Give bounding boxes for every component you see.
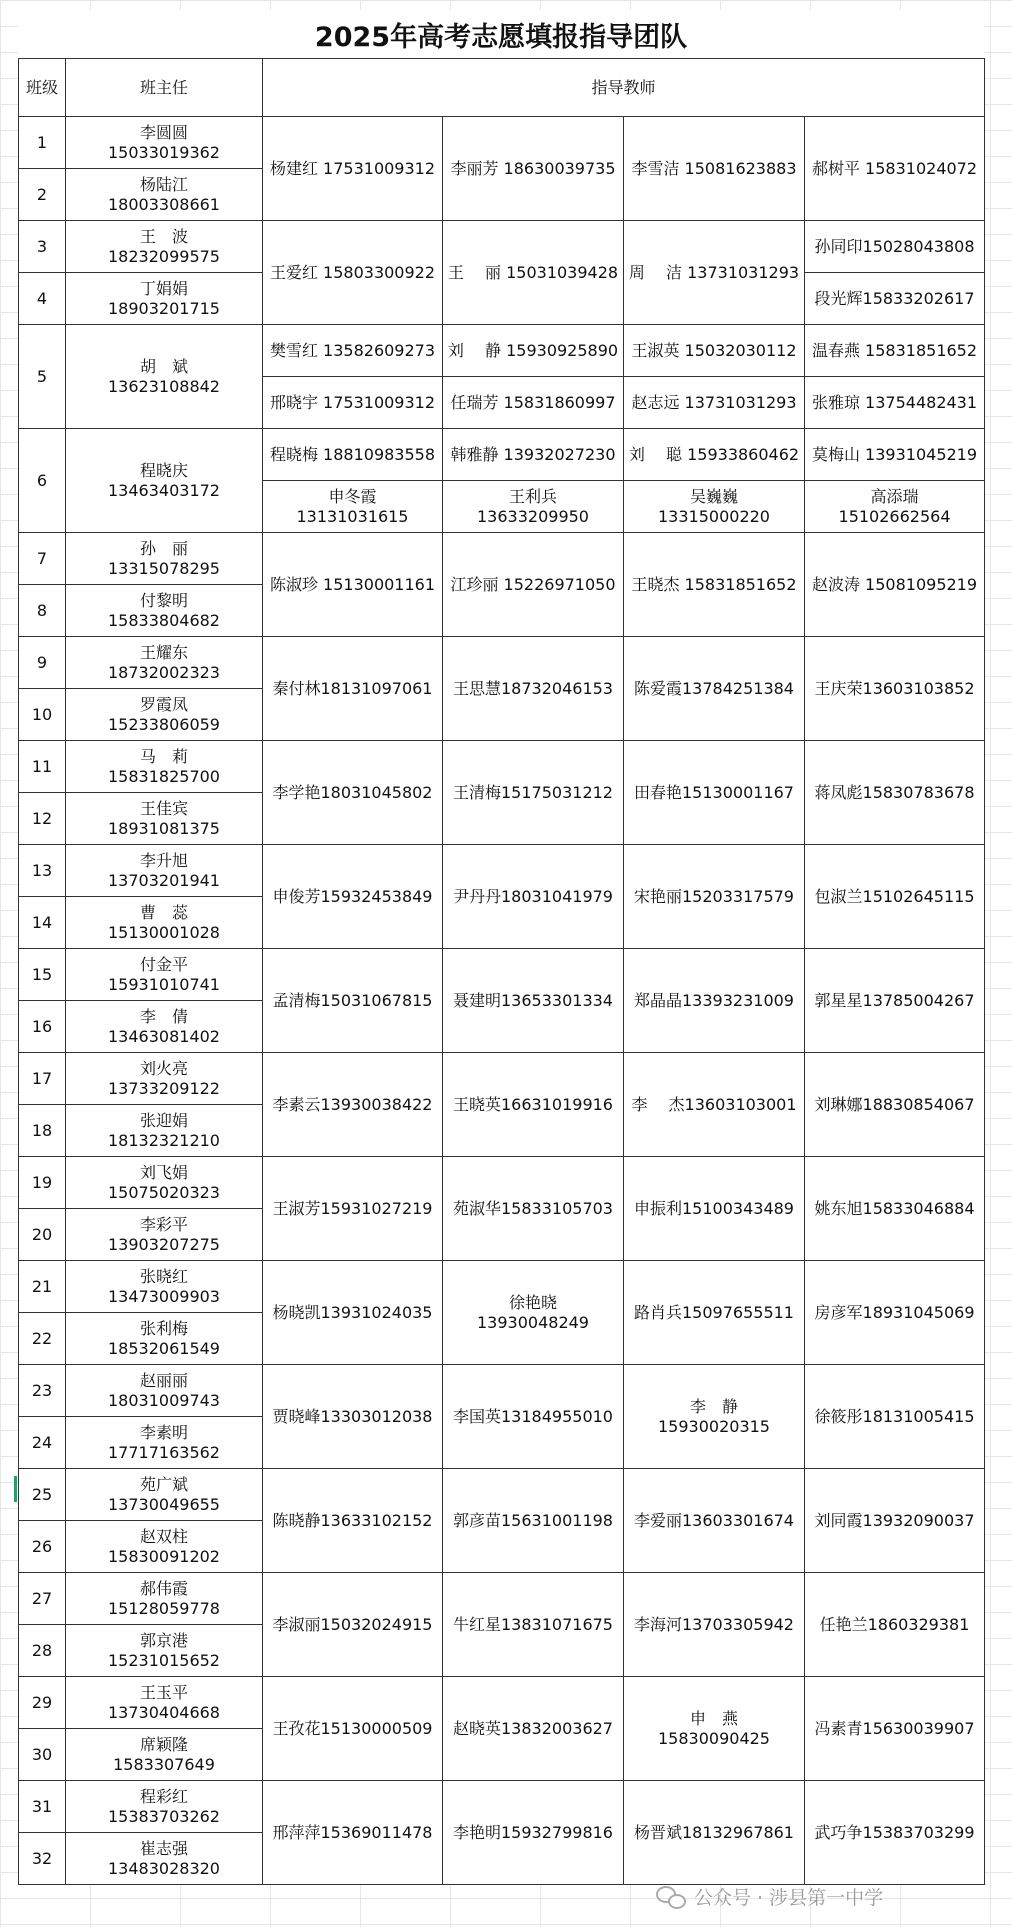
head-teacher-name: 郝伟霞 xyxy=(139,1578,188,1598)
class-number: 10 xyxy=(19,689,66,741)
class-number: 32 xyxy=(19,1833,66,1885)
class-number: 28 xyxy=(19,1625,66,1677)
head-teacher xyxy=(66,1313,263,1365)
head-teacher xyxy=(66,689,263,741)
head-teacher-name: 孙 丽 xyxy=(139,538,188,558)
guide-teacher: 杨晓凯13931024035 xyxy=(263,1261,443,1365)
guide-teacher: 樊雪红 13582609273 xyxy=(263,325,443,377)
class-number: 22 xyxy=(19,1313,66,1365)
guide-teacher: 宋艳丽15203317579 xyxy=(624,845,805,949)
guide-teacher: 杨晋斌18132967861 xyxy=(624,1781,805,1885)
guide-teacher: 郭彦苗15631001198 xyxy=(443,1469,624,1573)
class-number: 18 xyxy=(19,1105,66,1157)
guide-teacher: 王晓英16631019916 xyxy=(443,1053,624,1157)
guide-teacher-phone: 13633209950 xyxy=(477,506,589,526)
class-number: 5 xyxy=(19,325,66,429)
head-teacher-name: 李彩平 xyxy=(139,1214,188,1234)
guide-teacher: 王爱红 15803300922 xyxy=(263,221,443,325)
guide-teacher: 李丽芳 18630039735 xyxy=(443,117,624,221)
class-number: 2 xyxy=(19,169,66,221)
head-teacher xyxy=(66,1053,263,1105)
head-teacher-name: 刘飞娟 xyxy=(139,1162,188,1182)
head-teacher-phone: 18903201715 xyxy=(108,298,220,318)
class-number: 23 xyxy=(19,1365,66,1417)
class-number: 29 xyxy=(19,1677,66,1729)
guide-teacher: 尹丹丹18031041979 xyxy=(443,845,624,949)
class-number: 27 xyxy=(19,1573,66,1625)
head-teacher xyxy=(66,1001,263,1053)
guide-teacher: 冯素青15630039907 xyxy=(805,1677,985,1781)
guide-teacher: 牛红星13831071675 xyxy=(443,1573,624,1677)
guide-teacher: 王 丽 15031039428 xyxy=(443,221,624,325)
head-teacher xyxy=(66,1781,263,1833)
head-teacher-phone: 13903207275 xyxy=(108,1234,220,1254)
head-teacher-phone: 13703201941 xyxy=(108,870,220,890)
guide-teacher: 李素云13930038422 xyxy=(263,1053,443,1157)
guide-teacher-name: 王利兵 xyxy=(508,486,557,506)
head-teacher xyxy=(66,1209,263,1261)
head-teacher xyxy=(66,741,263,793)
head-teacher-name: 李升旭 xyxy=(139,850,188,870)
guide-teacher: 刘同霞13932090037 xyxy=(805,1469,985,1573)
header-class: 班级 xyxy=(19,59,66,117)
head-teacher xyxy=(66,637,263,689)
head-teacher-phone: 13473009903 xyxy=(108,1286,220,1306)
head-teacher-phone: 18132321210 xyxy=(108,1130,220,1150)
head-teacher-phone: 17717163562 xyxy=(108,1442,220,1462)
head-teacher xyxy=(66,273,263,325)
guide-teacher xyxy=(624,1365,805,1469)
guide-teacher: 聂建明13653301334 xyxy=(443,949,624,1053)
head-teacher-name: 程晓庆 xyxy=(139,460,188,480)
guide-teacher: 任瑞芳 15831860997 xyxy=(443,377,624,429)
guide-teacher: 邢晓宇 17531009312 xyxy=(263,377,443,429)
class-number: 30 xyxy=(19,1729,66,1781)
guide-teacher: 程晓梅 18810983558 xyxy=(263,429,443,481)
guide-teacher: 陈晓静13633102152 xyxy=(263,1469,443,1573)
guide-teacher: 赵晓英13832003627 xyxy=(443,1677,624,1781)
header-guide-teachers: 指导教师 xyxy=(263,59,985,117)
head-teacher-name: 王 波 xyxy=(139,226,188,246)
guide-teacher: 武巧争15383703299 xyxy=(805,1781,985,1885)
guide-teacher xyxy=(263,481,443,533)
guide-teacher-name: 吴巍巍 xyxy=(689,486,738,506)
guide-teacher: 刘琳娜18830854067 xyxy=(805,1053,985,1157)
guide-teacher-phone: 15930020315 xyxy=(658,1416,770,1436)
guide-teacher: 李海河13703305942 xyxy=(624,1573,805,1677)
guide-teacher: 赵志远 13731031293 xyxy=(624,377,805,429)
guide-teacher: 莫梅山 13931045219 xyxy=(805,429,985,481)
head-teacher-name: 赵丽丽 xyxy=(139,1370,188,1390)
guide-teacher-phone: 15102662564 xyxy=(838,506,951,526)
guide-teacher: 孟清梅15031067815 xyxy=(263,949,443,1053)
class-number: 9 xyxy=(19,637,66,689)
guide-teacher: 郭星星13785004267 xyxy=(805,949,985,1053)
guide-teacher-phone: 13131031615 xyxy=(296,506,409,526)
guide-teacher-phone: 13930048249 xyxy=(477,1312,589,1332)
head-teacher-phone: 15033019362 xyxy=(108,142,220,162)
guide-teacher-name: 徐艳晓 xyxy=(508,1292,557,1312)
head-teacher-name: 胡 斌 xyxy=(139,356,188,376)
guide-teacher: 周 洁 13731031293 xyxy=(624,221,805,325)
head-teacher-phone: 1583307649 xyxy=(113,1754,215,1774)
head-teacher-name: 王耀东 xyxy=(139,642,188,662)
guidance-team-table xyxy=(18,58,985,1885)
guide-teacher: 贾晓峰13303012038 xyxy=(263,1365,443,1469)
head-teacher xyxy=(66,1105,263,1157)
head-teacher-phone: 18031009743 xyxy=(108,1390,220,1410)
guide-teacher xyxy=(805,481,985,533)
class-number: 14 xyxy=(19,897,66,949)
guide-teacher xyxy=(443,1261,624,1365)
guide-teacher: 李 杰13603103001 xyxy=(624,1053,805,1157)
head-teacher xyxy=(66,793,263,845)
guide-teacher: 徐筱彤18131005415 xyxy=(805,1365,985,1469)
head-teacher-name: 马 莉 xyxy=(139,746,188,766)
class-number: 6 xyxy=(19,429,66,533)
head-teacher xyxy=(66,1157,263,1209)
head-teacher-name: 付金平 xyxy=(139,954,188,974)
class-number: 16 xyxy=(19,1001,66,1053)
class-number: 31 xyxy=(19,1781,66,1833)
guide-teacher: 李国英13184955010 xyxy=(443,1365,624,1469)
guide-teacher: 申俊芳15932453849 xyxy=(263,845,443,949)
guide-teacher: 赵波涛 15081095219 xyxy=(805,533,985,637)
head-teacher-name: 李素明 xyxy=(139,1422,188,1442)
class-number: 25 xyxy=(19,1469,66,1521)
head-teacher xyxy=(66,533,263,585)
head-teacher-name: 张迎娟 xyxy=(139,1110,188,1130)
class-number: 20 xyxy=(19,1209,66,1261)
head-teacher xyxy=(66,117,263,169)
guide-teacher: 王思慧18732046153 xyxy=(443,637,624,741)
head-teacher-phone: 15128059778 xyxy=(108,1598,220,1618)
head-teacher xyxy=(66,1625,263,1677)
head-teacher xyxy=(66,1261,263,1313)
head-teacher-phone: 13730049655 xyxy=(108,1494,220,1514)
head-teacher-name: 王玉平 xyxy=(139,1682,188,1702)
head-teacher-name: 罗霞凤 xyxy=(139,694,188,714)
class-number: 12 xyxy=(19,793,66,845)
guide-teacher: 申振利15100343489 xyxy=(624,1157,805,1261)
head-teacher xyxy=(66,325,263,429)
head-teacher xyxy=(66,169,263,221)
class-number: 15 xyxy=(19,949,66,1001)
guide-teacher: 温春燕 15831851652 xyxy=(805,325,985,377)
guide-teacher: 李爱丽13603301674 xyxy=(624,1469,805,1573)
guide-teacher-name: 高添瑞 xyxy=(870,486,919,506)
guide-teacher: 杨建红 17531009312 xyxy=(263,117,443,221)
head-teacher-phone: 13315078295 xyxy=(108,558,220,578)
guide-teacher: 郑晶晶13393231009 xyxy=(624,949,805,1053)
head-teacher-phone: 15931010741 xyxy=(108,974,220,994)
guide-teacher xyxy=(443,481,624,533)
head-teacher-phone: 18732002323 xyxy=(108,662,220,682)
class-number: 19 xyxy=(19,1157,66,1209)
class-number: 17 xyxy=(19,1053,66,1105)
guide-teacher-name: 申 燕 xyxy=(689,1708,738,1728)
head-teacher-name: 崔志强 xyxy=(139,1838,188,1858)
guide-teacher: 韩雅静 13932027230 xyxy=(443,429,624,481)
guide-teacher: 孙同印15028043808 xyxy=(805,221,985,273)
head-teacher-phone: 18232099575 xyxy=(108,246,220,266)
head-teacher-phone: 13730404668 xyxy=(108,1702,220,1722)
wechat-icon xyxy=(656,1884,686,1908)
guide-teacher: 刘 聪 15933860462 xyxy=(624,429,805,481)
class-number: 7 xyxy=(19,533,66,585)
head-teacher-name: 张利梅 xyxy=(139,1318,188,1338)
guide-teacher-phone: 15830090425 xyxy=(658,1728,770,1748)
head-teacher-name: 刘火亮 xyxy=(139,1058,188,1078)
guide-teacher: 王清梅15175031212 xyxy=(443,741,624,845)
guide-teacher: 王孜花15130000509 xyxy=(263,1677,443,1781)
head-teacher-phone: 15130001028 xyxy=(108,922,220,942)
head-teacher xyxy=(66,845,263,897)
head-teacher-phone: 15833804682 xyxy=(108,610,220,630)
head-teacher-phone: 18931081375 xyxy=(108,818,220,838)
class-number: 4 xyxy=(19,273,66,325)
head-teacher-name: 李圆圆 xyxy=(139,122,188,142)
head-teacher-name: 李 倩 xyxy=(139,1006,188,1026)
guide-teacher: 王晓杰 15831851652 xyxy=(624,533,805,637)
head-teacher xyxy=(66,1521,263,1573)
guide-teacher xyxy=(624,1677,805,1781)
head-teacher-phone: 13483028320 xyxy=(108,1858,220,1878)
page-title: 2025年高考志愿填报指导团队 xyxy=(18,10,984,58)
guide-teacher: 陈爱霞13784251384 xyxy=(624,637,805,741)
class-number: 26 xyxy=(19,1521,66,1573)
head-teacher xyxy=(66,897,263,949)
head-teacher-name: 赵双柱 xyxy=(139,1526,188,1546)
row-selection-marker xyxy=(14,1476,17,1502)
guide-teacher: 邢萍萍15369011478 xyxy=(263,1781,443,1885)
head-teacher-name: 张晓红 xyxy=(139,1266,188,1286)
head-teacher-name: 付黎明 xyxy=(139,590,188,610)
guide-teacher: 李艳明15932799816 xyxy=(443,1781,624,1885)
head-teacher-phone: 15831825700 xyxy=(108,766,220,786)
guide-teacher: 蒋凤彪15830783678 xyxy=(805,741,985,845)
head-teacher-phone: 13623108842 xyxy=(108,376,220,396)
head-teacher-name: 郭京港 xyxy=(139,1630,188,1650)
class-number: 13 xyxy=(19,845,66,897)
head-teacher xyxy=(66,221,263,273)
guide-teacher: 段光辉15833202617 xyxy=(805,273,985,325)
head-teacher xyxy=(66,429,263,533)
guide-teacher-name: 李 静 xyxy=(689,1396,738,1416)
guide-teacher-phone: 13315000220 xyxy=(658,506,770,526)
head-teacher-phone: 15075020323 xyxy=(108,1182,220,1202)
head-teacher-name: 苑广斌 xyxy=(139,1474,188,1494)
head-teacher-phone: 18003308661 xyxy=(108,194,220,214)
head-teacher xyxy=(66,1677,263,1729)
head-teacher-name: 席颖隆 xyxy=(139,1734,188,1754)
head-teacher-phone: 13463403172 xyxy=(108,480,220,500)
guide-teacher: 秦付林18131097061 xyxy=(263,637,443,741)
guide-teacher xyxy=(624,481,805,533)
guide-teacher: 刘 静 15930925890 xyxy=(443,325,624,377)
head-teacher xyxy=(66,585,263,637)
head-teacher-name: 曹 蕊 xyxy=(139,902,188,922)
guide-teacher: 李雪洁 15081623883 xyxy=(624,117,805,221)
head-teacher xyxy=(66,1833,263,1885)
guide-teacher: 姚东旭15833046884 xyxy=(805,1157,985,1261)
head-teacher-phone: 13733209122 xyxy=(108,1078,220,1098)
header-head-teacher: 班主任 xyxy=(66,59,263,117)
guide-teacher: 王庆荣13603103852 xyxy=(805,637,985,741)
head-teacher xyxy=(66,1365,263,1417)
guide-teacher: 包淑兰15102645115 xyxy=(805,845,985,949)
class-number: 3 xyxy=(19,221,66,273)
head-teacher xyxy=(66,1573,263,1625)
watermark xyxy=(656,1880,883,1912)
head-teacher-phone: 13463081402 xyxy=(108,1026,220,1046)
guide-teacher: 张雅琼 13754482431 xyxy=(805,377,985,429)
guide-teacher: 郝树平 15831024072 xyxy=(805,117,985,221)
guide-teacher: 王淑英 15032030112 xyxy=(624,325,805,377)
guide-teacher: 陈淑珍 15130001161 xyxy=(263,533,443,637)
guide-teacher: 任艳兰1860329381 xyxy=(805,1573,985,1677)
guide-teacher: 李学艳18031045802 xyxy=(263,741,443,845)
guide-teacher: 苑淑华15833105703 xyxy=(443,1157,624,1261)
class-number: 8 xyxy=(19,585,66,637)
head-teacher xyxy=(66,1469,263,1521)
head-teacher-name: 丁娟娟 xyxy=(139,278,188,298)
head-teacher-phone: 15231015652 xyxy=(108,1650,220,1670)
class-number: 21 xyxy=(19,1261,66,1313)
guide-teacher: 路肖兵15097655511 xyxy=(624,1261,805,1365)
head-teacher-phone: 15383703262 xyxy=(108,1806,220,1826)
watermark-text: 公众号 · 涉县第一中学 xyxy=(694,1886,884,1909)
head-teacher-name: 王佳宾 xyxy=(139,798,188,818)
head-teacher-name: 杨陆江 xyxy=(139,174,188,194)
class-number: 24 xyxy=(19,1417,66,1469)
head-teacher xyxy=(66,949,263,1001)
head-teacher xyxy=(66,1729,263,1781)
guide-teacher: 江珍丽 15226971050 xyxy=(443,533,624,637)
guide-teacher: 王淑芳15931027219 xyxy=(263,1157,443,1261)
class-number: 1 xyxy=(19,117,66,169)
head-teacher xyxy=(66,1417,263,1469)
head-teacher-phone: 15830091202 xyxy=(108,1546,220,1566)
guide-teacher-name: 申冬霞 xyxy=(328,486,377,506)
class-number: 11 xyxy=(19,741,66,793)
head-teacher-name: 程彩红 xyxy=(139,1786,188,1806)
guide-teacher: 田春艳15130001167 xyxy=(624,741,805,845)
guide-teacher: 房彦军18931045069 xyxy=(805,1261,985,1365)
guide-teacher: 李淑丽15032024915 xyxy=(263,1573,443,1677)
head-teacher-phone: 18532061549 xyxy=(108,1338,220,1358)
head-teacher-phone: 15233806059 xyxy=(108,714,220,734)
